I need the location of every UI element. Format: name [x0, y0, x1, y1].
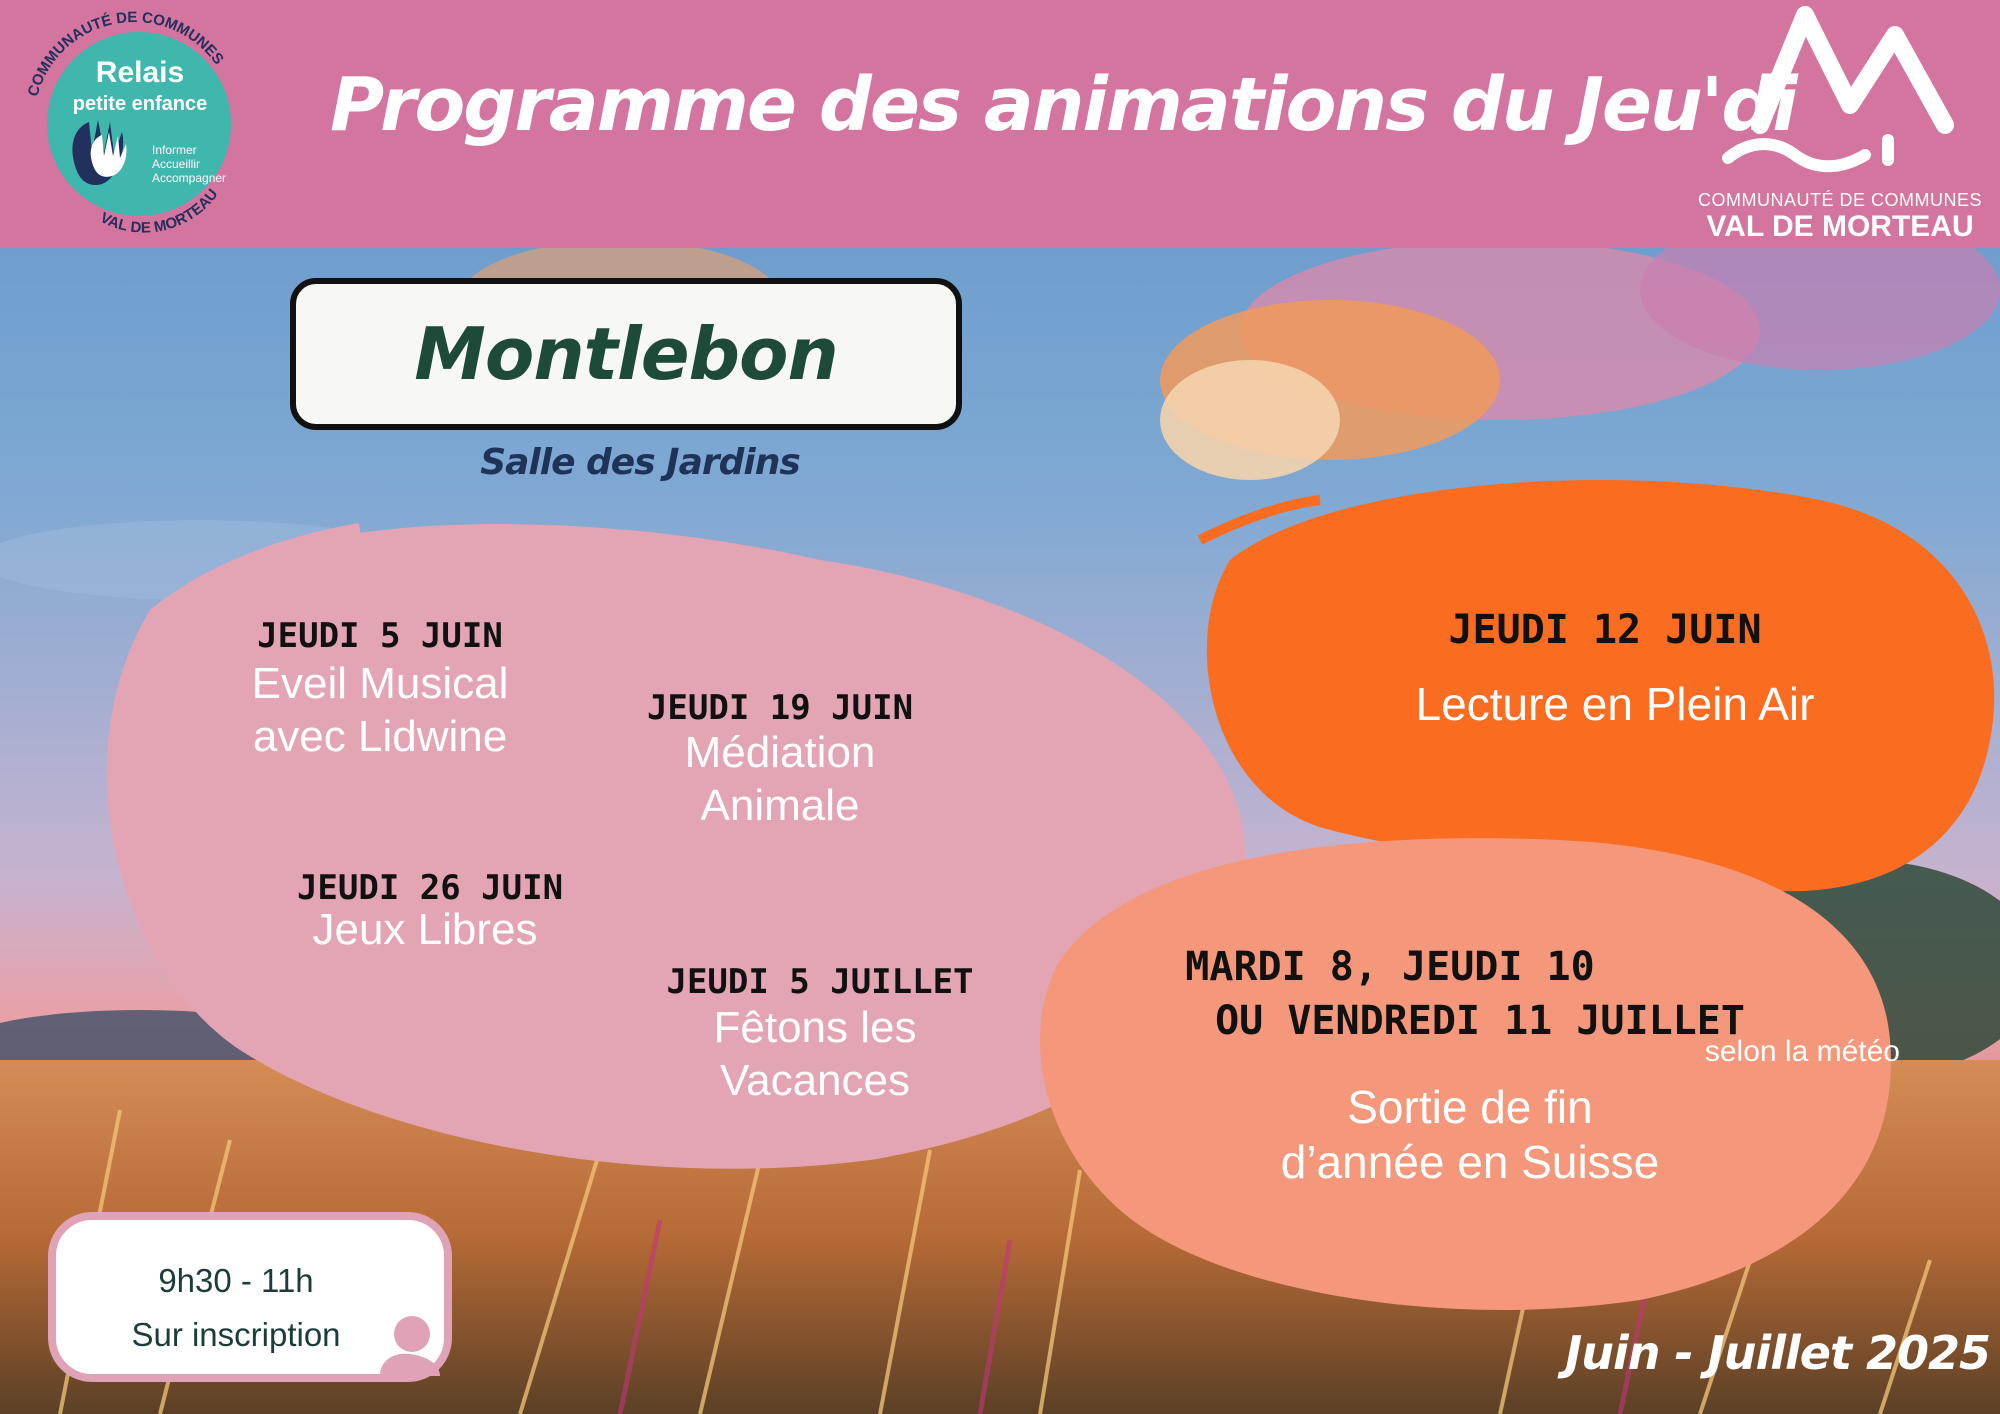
location-name: Montlebon [414, 312, 838, 396]
event-date: JEUDI 19 JUIN [646, 688, 914, 728]
hours-box [48, 1212, 452, 1382]
location-box [290, 278, 962, 430]
event-activity: Lecture en Plein Air [1415, 678, 1815, 730]
event-activity: Médiation Animale [684, 728, 876, 830]
baby-icon [374, 1312, 446, 1376]
logo-arc-bottom: VAL DE MORTEAU [97, 185, 222, 237]
period-label: Juin - Juillet 2025 [1565, 1326, 1990, 1380]
venue-name: Salle des Jardins [480, 442, 800, 483]
event-activity: Eveil Musical avec Lidwine [251, 659, 509, 761]
event-date-line: MARDI 8, JEUDI 10 [1185, 944, 1595, 990]
registration-text: Sur inscription [131, 1316, 341, 1353]
event-activity: Fêtons les Vacances [713, 1003, 917, 1105]
event-date: JEUDI 5 JUILLET [666, 962, 974, 1002]
relais-petite-enfance-logo [14, 2, 254, 242]
community-label: COMMUNAUTÉ DE COMMUNES [1698, 190, 1982, 210]
event-activity: Jeux Libres [312, 905, 538, 954]
logo-arc-top: COMMUNAUTÉ DE COMMUNES [24, 8, 227, 99]
event-activity: Sortie de fin d’année en Suisse [1280, 1081, 1660, 1189]
event-date-line: OU VENDREDI 11 JUILLET [1215, 998, 1745, 1044]
weather-note: selon la météo [1704, 1035, 1900, 1068]
logo-tagline-3: Accompagner [152, 171, 227, 185]
event-date: JEUDI 26 JUIN [296, 868, 564, 908]
community-name: VAL DE MORTEAU [1706, 210, 1974, 243]
hours-text: 9h30 - 11h [158, 1262, 314, 1299]
logo-line1: Relais [95, 56, 185, 89]
logo-tagline-1: Informer [152, 143, 197, 157]
logo-tagline-2: Accueillir [152, 157, 201, 171]
page-title: Programme des animations du Jeu'di [330, 62, 1796, 148]
logo-line2: petite enfance [72, 93, 208, 115]
event-date: JEUDI 12 JUIN [1448, 607, 1762, 653]
event-date: JEUDI 5 JUIN [257, 616, 503, 656]
